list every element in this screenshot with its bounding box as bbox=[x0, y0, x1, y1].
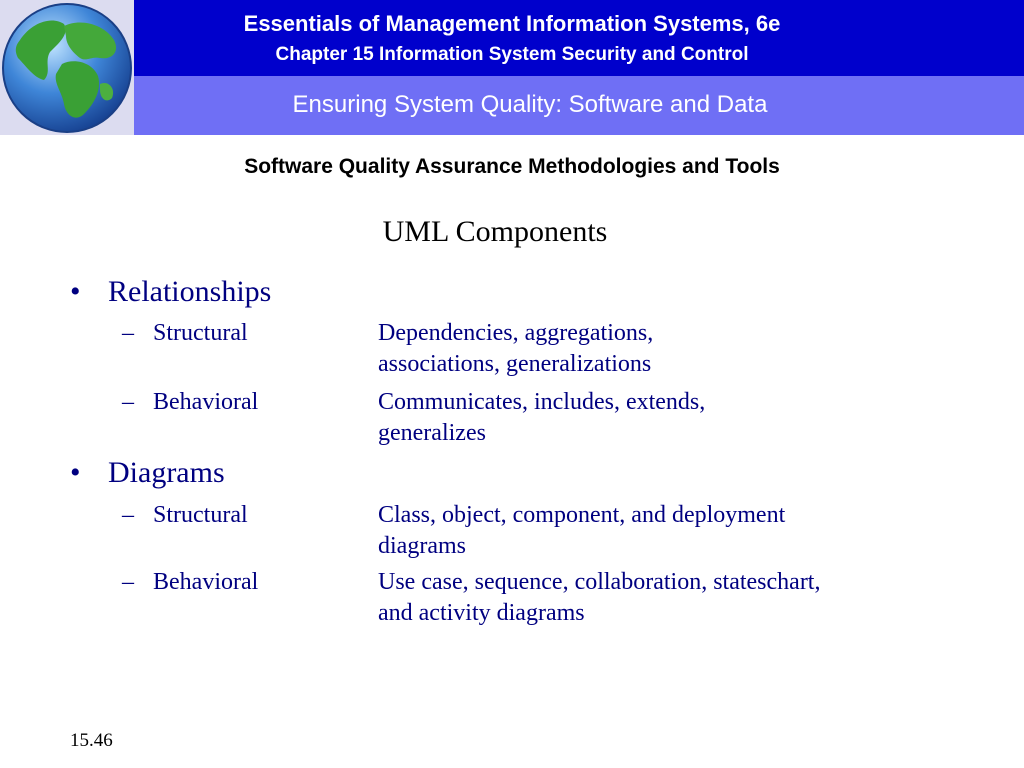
sub-item-label: Behavioral bbox=[153, 569, 259, 595]
sub-item-label: Behavioral bbox=[153, 389, 259, 415]
globe-logo bbox=[0, 0, 134, 135]
sub-item-type bbox=[122, 567, 258, 598]
sub-item-description: Dependencies, aggregations, associations, generalizations bbox=[378, 320, 654, 377]
slide-title: Ensuring System Quality: Software and Data bbox=[292, 91, 768, 118]
bullet-relationships bbox=[70, 274, 271, 310]
sub-heading: UML Components bbox=[382, 215, 608, 248]
sub-item-description: Class, object, component, and deployment diagrams bbox=[378, 502, 786, 559]
sub-item-type bbox=[122, 318, 248, 349]
sub-item-description: Use case, sequence, collaboration, stateschart, and activity diagrams bbox=[378, 569, 821, 626]
chapter-title: Chapter 15 Information System Security and Control bbox=[275, 44, 749, 65]
sub-item-type bbox=[122, 387, 258, 418]
sub-item-description: Communicates, includes, extends, generalizes bbox=[378, 389, 706, 446]
bullet-diagrams bbox=[70, 455, 225, 491]
dash-icon: – bbox=[122, 502, 134, 528]
sub-item-type bbox=[122, 500, 248, 531]
bullet-dot-icon: • bbox=[70, 456, 81, 489]
globe-icon bbox=[0, 0, 134, 135]
sub-item-label: Structural bbox=[153, 320, 248, 346]
dash-icon: – bbox=[122, 320, 134, 346]
sub-item-label: Structural bbox=[153, 502, 248, 528]
section-heading: Software Quality Assurance Methodologies and Tools bbox=[244, 155, 780, 178]
dash-icon: – bbox=[122, 389, 134, 415]
dash-icon: – bbox=[122, 569, 134, 595]
page-number: 15.46 bbox=[70, 730, 113, 751]
bullet-dot-icon: • bbox=[70, 275, 81, 308]
bullet-label: Relationships bbox=[108, 275, 272, 308]
bullet-label: Diagrams bbox=[108, 456, 225, 489]
book-title: Essentials of Management Information Systems, 6e bbox=[243, 11, 781, 36]
